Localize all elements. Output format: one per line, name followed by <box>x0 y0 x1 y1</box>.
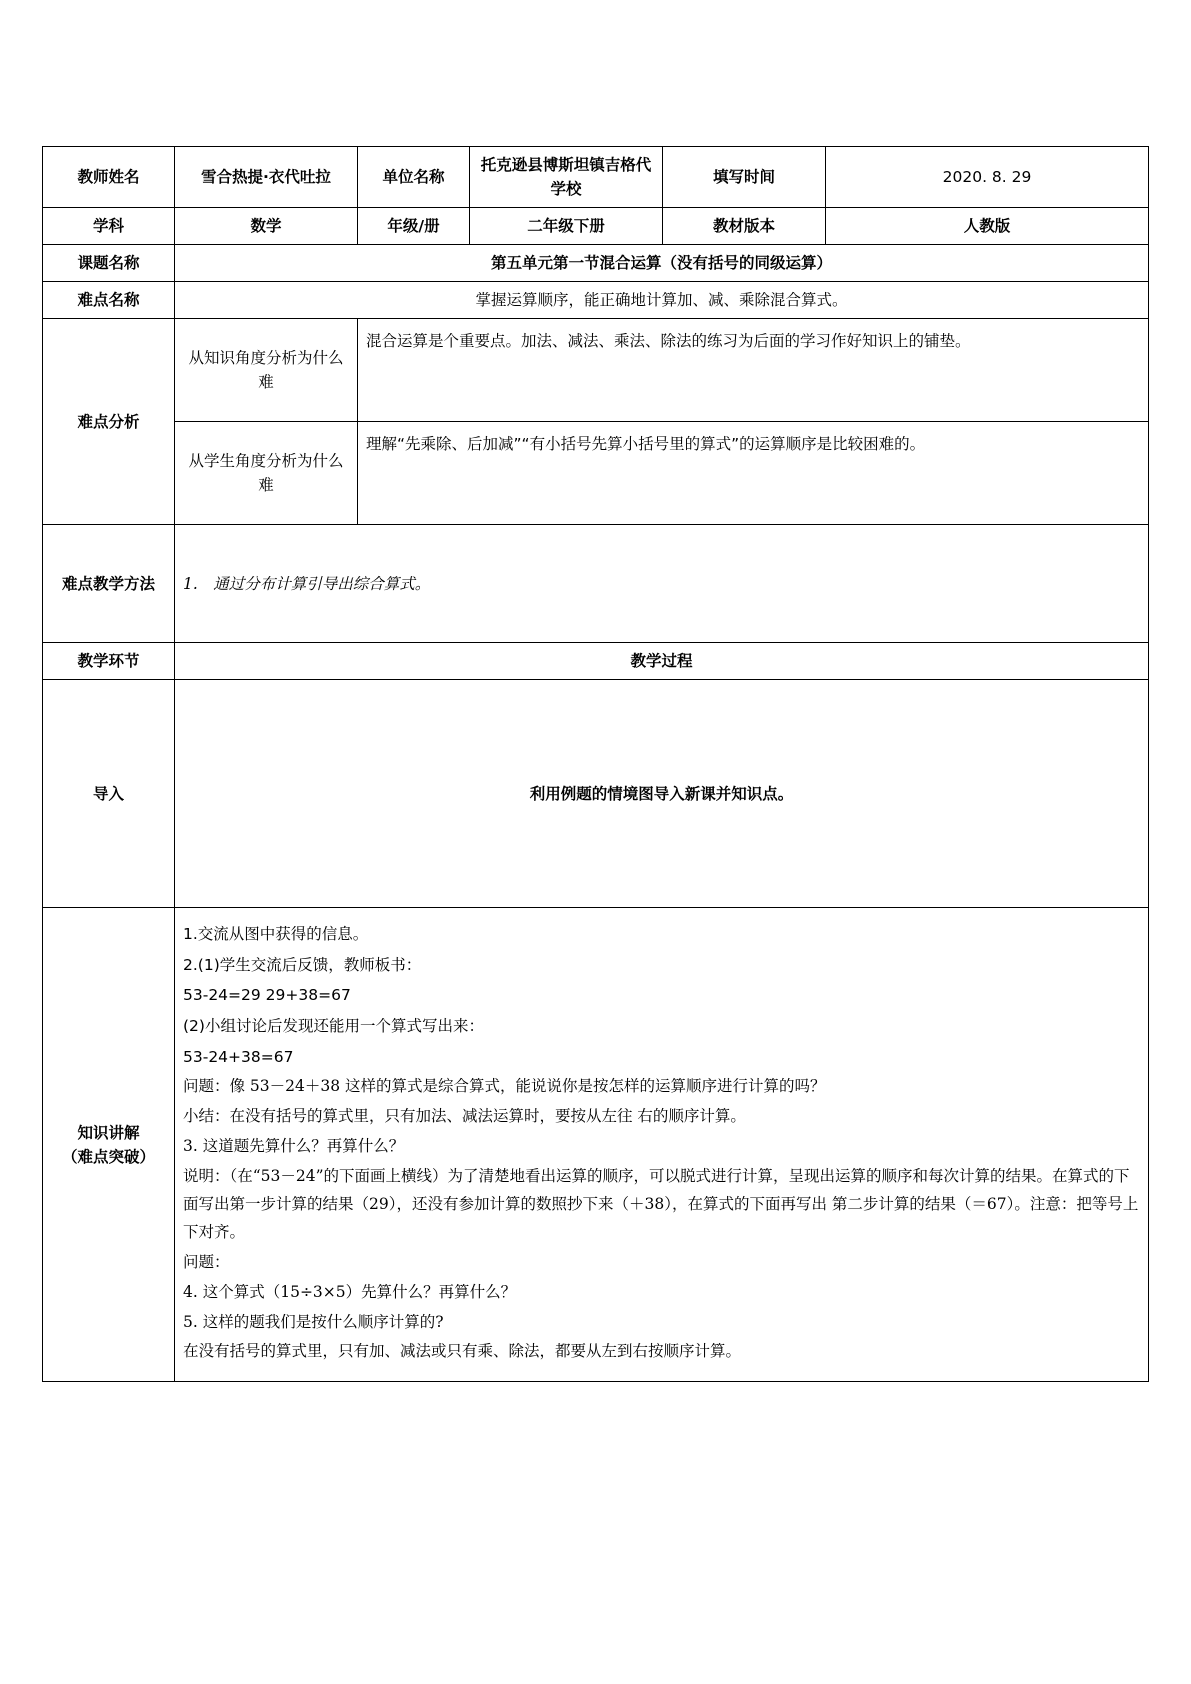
knowledge-line-8: 3. 这道题先算什么？再算什么？ <box>183 1137 405 1156</box>
knowledge-line-5: 53-24+38=67 <box>183 1047 294 1066</box>
knowledge-line-6: 问题：像 53－24＋38 这样的算式是综合算式，能说说你是按怎样的运算顺序进行计算的吗？ <box>183 1077 826 1096</box>
topic-value: 第五单元第一节混合运算（没有括号的同级运算） <box>175 245 1149 282</box>
table-row-analysis-knowledge <box>43 319 1149 422</box>
table-row-method <box>43 525 1149 643</box>
table-row-teacher-info <box>43 147 1149 208</box>
fill-time-label: 填写时间 <box>663 147 826 208</box>
knowledge-line-1: 1.交流从图中获得的信息。 <box>183 925 369 944</box>
process-label: 教学过程 <box>175 643 1149 680</box>
analysis-student-label: 从学生角度分析为什么难 <box>175 422 358 525</box>
fill-time-value: 2020. 8. 29 <box>826 147 1149 208</box>
analysis-label: 难点分析 <box>43 319 175 525</box>
analysis-knowledge-label: 从知识角度分析为什么难 <box>175 319 358 422</box>
knowledge-line-9: 说明：（在“53－24”的下面画上横线）为了清楚地看出运算的顺序，可以脱式进行计算，呈现出运算的顺序和每次计算的结果。在算式的下面写出第一步计算的结果（29），还没有参加计算的数照抄下来（＋38），在算式的下面再写出 第二步计算的结果（＝67）。注意：把等号上下对齐。 <box>183 1167 1139 1241</box>
analysis-knowledge-value: 混合运算是个重要点。加法、减法、乘法、除法的练习为后面的学习作好知识上的铺垫。 <box>358 319 1149 422</box>
knowledge-label-line1: 知识讲解 <box>77 1123 140 1142</box>
analysis-student-value: 理解“先乘除、后加减”“有小括号先算小括号里的算式”的运算顺序是比较困难的。 <box>358 422 1149 525</box>
table-row-difficulty <box>43 282 1149 319</box>
lesson-plan-table <box>42 146 1149 1382</box>
teacher-name-value: 雪合热提·衣代吐拉 <box>175 147 358 208</box>
table-row-intro <box>43 680 1149 908</box>
knowledge-content <box>175 908 1149 1382</box>
grade-value: 二年级下册 <box>470 208 663 245</box>
textbook-value: 人教版 <box>826 208 1149 245</box>
table-row-analysis-student <box>43 422 1149 525</box>
method-item-1: 1. 通过分布计算引导出综合算式。 <box>183 574 431 593</box>
method-content <box>175 525 1149 643</box>
knowledge-line-2: 2.(1)学生交流后反馈，教师板书： <box>183 955 422 974</box>
knowledge-line-12: 5. 这样的题我们是按什么顺序计算的? <box>183 1312 444 1331</box>
table-row-knowledge <box>43 908 1149 1382</box>
table-row-topic <box>43 245 1149 282</box>
knowledge-line-4: (2)小组讨论后发现还能用一个算式写出来： <box>183 1017 484 1036</box>
knowledge-line-3: 53-24=29 29+38=67 <box>183 986 351 1005</box>
method-label: 难点教学方法 <box>43 525 175 643</box>
textbook-label: 教材版本 <box>663 208 826 245</box>
knowledge-label-line2: （难点突破） <box>61 1147 155 1166</box>
unit-name-label: 单位名称 <box>358 147 470 208</box>
knowledge-label <box>43 908 175 1382</box>
knowledge-line-7: 小结：在没有括号的算式里，只有加法、减法运算时，要按从左往 右的顺序计算。 <box>183 1107 746 1126</box>
intro-value: 利用例题的情境图导入新课并知识点。 <box>175 680 1149 908</box>
intro-label: 导入 <box>43 680 175 908</box>
topic-label: 课题名称 <box>43 245 175 282</box>
difficulty-value: 掌握运算顺序，能正确地计算加、减、乘除混合算式。 <box>175 282 1149 319</box>
subject-value: 数学 <box>175 208 358 245</box>
difficulty-label: 难点名称 <box>43 282 175 319</box>
teacher-name-label: 教师姓名 <box>43 147 175 208</box>
knowledge-line-13: 在没有括号的算式里，只有加、减法或只有乘、除法，都要从左到右按顺序计算。 <box>183 1342 742 1361</box>
subject-label: 学科 <box>43 208 175 245</box>
unit-name-value: 托克逊县博斯坦镇吉格代学校 <box>470 147 663 208</box>
table-row-stage-header <box>43 643 1149 680</box>
grade-label: 年级/册 <box>358 208 470 245</box>
stage-label: 教学环节 <box>43 643 175 680</box>
table-row-subject-info <box>43 208 1149 245</box>
knowledge-line-11: 4. 这个算式（15÷3×5）先算什么？再算什么？ <box>183 1282 517 1301</box>
knowledge-line-10: 问题： <box>183 1252 230 1271</box>
